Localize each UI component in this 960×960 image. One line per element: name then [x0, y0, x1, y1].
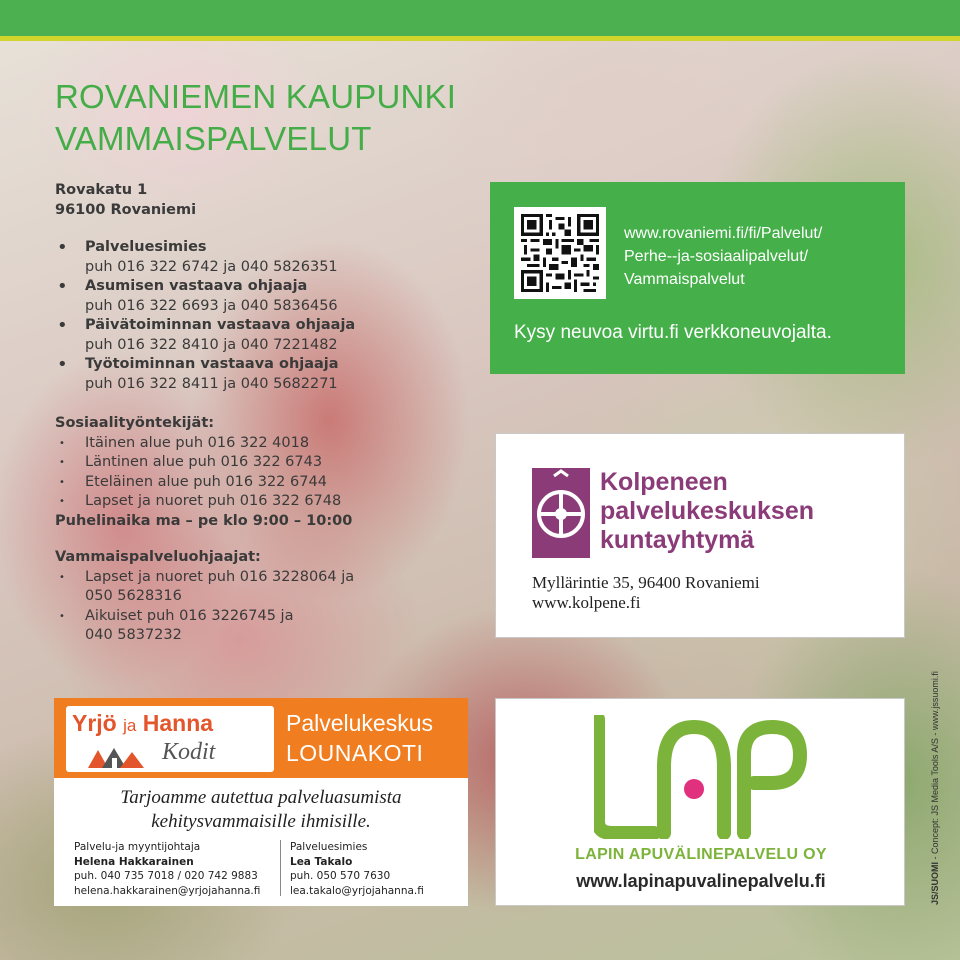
bullet-icon: • [59, 610, 65, 622]
kolpene-name-line-3: kuntayhtymä [600, 526, 755, 554]
contact-email[interactable]: lea.takalo@yrjojahanna.fi [290, 884, 424, 897]
contact-phone: puh 016 322 6742 ja 040 5826351 [85, 258, 338, 275]
bullet-icon: • [57, 237, 68, 258]
offer-line-1: Tarjoamme autettua palveluasumista [120, 787, 402, 808]
top-yellow-line [0, 36, 960, 41]
contact-card-helena [74, 840, 260, 898]
qr-url-line-1: www.rovaniemi.fi/fi/Palvelut/ [624, 225, 823, 242]
credit-text [930, 671, 940, 905]
contact-card-lea [290, 840, 424, 898]
kolpene-ad [495, 433, 905, 638]
counselors-section [55, 548, 354, 646]
list-item-text: Läntinen alue puh 016 322 6743 [85, 454, 323, 470]
kolpene-contact [532, 573, 760, 613]
list-item [55, 434, 352, 454]
contact-name: Lea Takalo [290, 855, 353, 868]
title-line-1: ROVANIEMEN KAUPUNKI [55, 78, 457, 115]
contact-title: Palveluesimies [290, 841, 368, 853]
lap-web-link[interactable]: www.lapinapuvalinepalvelu.fi [576, 871, 826, 891]
kolpene-logo-icon [532, 468, 590, 562]
bullet-icon: • [57, 276, 68, 297]
title-line-2: VAMMAISPALVELUT [55, 120, 372, 157]
yrjo-banner [54, 698, 468, 778]
contacts-list [55, 238, 355, 394]
kolpene-web-link[interactable]: www.kolpene.fi [532, 593, 641, 612]
offer-line-2: kehitysvammaisille ihmisille. [151, 811, 371, 832]
bullet-icon: • [59, 496, 65, 507]
top-green-bar [0, 0, 960, 36]
address-street: Rovakatu 1 [55, 182, 148, 198]
yrjo-logo-name [72, 710, 213, 737]
list-item [55, 453, 352, 473]
qr-url-line-3: Vammaispalvelut [624, 271, 745, 288]
list-item-text: Lapset ja nuoret puh 016 322 6748 [85, 493, 342, 509]
bullet-icon: • [59, 476, 65, 488]
yrjo-hanna-ad [54, 698, 468, 906]
list-item [55, 473, 352, 493]
page-title [55, 76, 456, 160]
credit-concept: - Concept: JS Media Tools A/S - www.jssuomi.fi [930, 671, 940, 862]
address-city: 96100 Rovaniemi [55, 201, 197, 218]
bullet-icon: • [57, 315, 68, 336]
list-item [55, 277, 355, 316]
kolpene-name-line-2: palvelukeskuksen [600, 497, 815, 525]
contact-phone: puh 016 322 6693 ja 040 5836456 [85, 297, 338, 314]
contact-phone: puh. 050 570 7630 [290, 870, 391, 882]
contact-phone: puh. 040 735 7018 / 020 742 9883 [74, 870, 258, 882]
list-item-text: 050 5628316 [85, 588, 182, 604]
divider [280, 840, 281, 896]
bullet-icon: • [57, 354, 68, 375]
yrjo-logo [66, 706, 274, 772]
contact-phone: puh 016 322 8411 ja 040 5682271 [85, 375, 338, 392]
credit-brand: JS/SUOMI [930, 861, 940, 905]
contact-role: Palveluesimies [85, 239, 207, 255]
list-item [55, 355, 355, 394]
contact-role: Päivätoiminnan vastaava ohjaaja [85, 317, 356, 333]
address [55, 181, 196, 220]
phone-hours: Puhelinaika ma – pe klo 9:00 – 10:00 [55, 512, 353, 529]
bullet-icon: • [59, 437, 65, 449]
list-item [55, 238, 355, 277]
list-item-text: 040 5837232 [85, 627, 182, 643]
social-workers-title: Sosiaalityöntekijät: [55, 415, 215, 431]
list-item [55, 492, 352, 512]
houses-icon [88, 746, 158, 772]
contact-title: Palvelu-ja myyntijohtaja [74, 841, 201, 853]
contact-role: Työtoiminnan vastaava ohjaaja [85, 356, 339, 372]
contact-name: Helena Hakkarainen [74, 855, 194, 868]
counselors-title: Vammaispalveluohjaajat: [55, 549, 261, 565]
bullet-icon: • [59, 571, 65, 583]
list-item [55, 316, 355, 355]
list-item-text: Lapset ja nuoret puh 016 3228064 ja [85, 568, 355, 585]
qr-info-box [490, 182, 905, 374]
contact-email[interactable]: helena.hakkarainen@yrjojahanna.fi [74, 884, 261, 897]
yrjo-logo-kodit: Kodit [162, 739, 216, 765]
kolpene-address: Myllärintie 35, 96400 Rovaniemi [532, 573, 760, 592]
qr-code-icon[interactable] [514, 207, 606, 299]
center-name-line-1: Palvelukeskus [286, 710, 434, 736]
social-workers-section [55, 414, 352, 531]
ask-advisor-text: Kysy neuvoa virtu.fi verkkoneuvojalta. [514, 322, 832, 343]
kolpene-name [600, 468, 814, 555]
qr-url[interactable] [624, 222, 822, 291]
social-workers-list [55, 434, 352, 512]
list-item [55, 607, 354, 646]
lap-company-name: LAPIN APUVÄLINEPALVELU OY [575, 846, 827, 863]
list-item-text: Eteläinen alue puh 016 322 6744 [85, 473, 327, 490]
list-item-text: Itäinen alue puh 016 322 4018 [85, 434, 310, 451]
kolpene-name-line-1: Kolpeneen [600, 468, 728, 496]
list-item [55, 568, 354, 607]
center-name-line-2: LOUNAKOTI [286, 740, 424, 766]
yrjo-logo-ja: ja [123, 716, 137, 735]
yrjo-logo-word-2: Hanna [142, 710, 214, 736]
qr-url-line-2: Perhe--ja-sosiaalipalvelut/ [624, 248, 809, 265]
yrjo-logo-word-1: Yrjö [72, 710, 117, 736]
contact-role: Asumisen vastaava ohjaaja [85, 278, 308, 294]
counselors-list [55, 568, 354, 646]
list-item-text: Aikuiset puh 016 3226745 ja [85, 607, 294, 624]
offer-text [54, 786, 468, 834]
lap-ad [495, 698, 905, 906]
lap-logo-icon [594, 715, 808, 839]
bullet-icon: • [59, 457, 65, 468]
contact-phone: puh 016 322 8410 ja 040 7221482 [85, 336, 338, 353]
